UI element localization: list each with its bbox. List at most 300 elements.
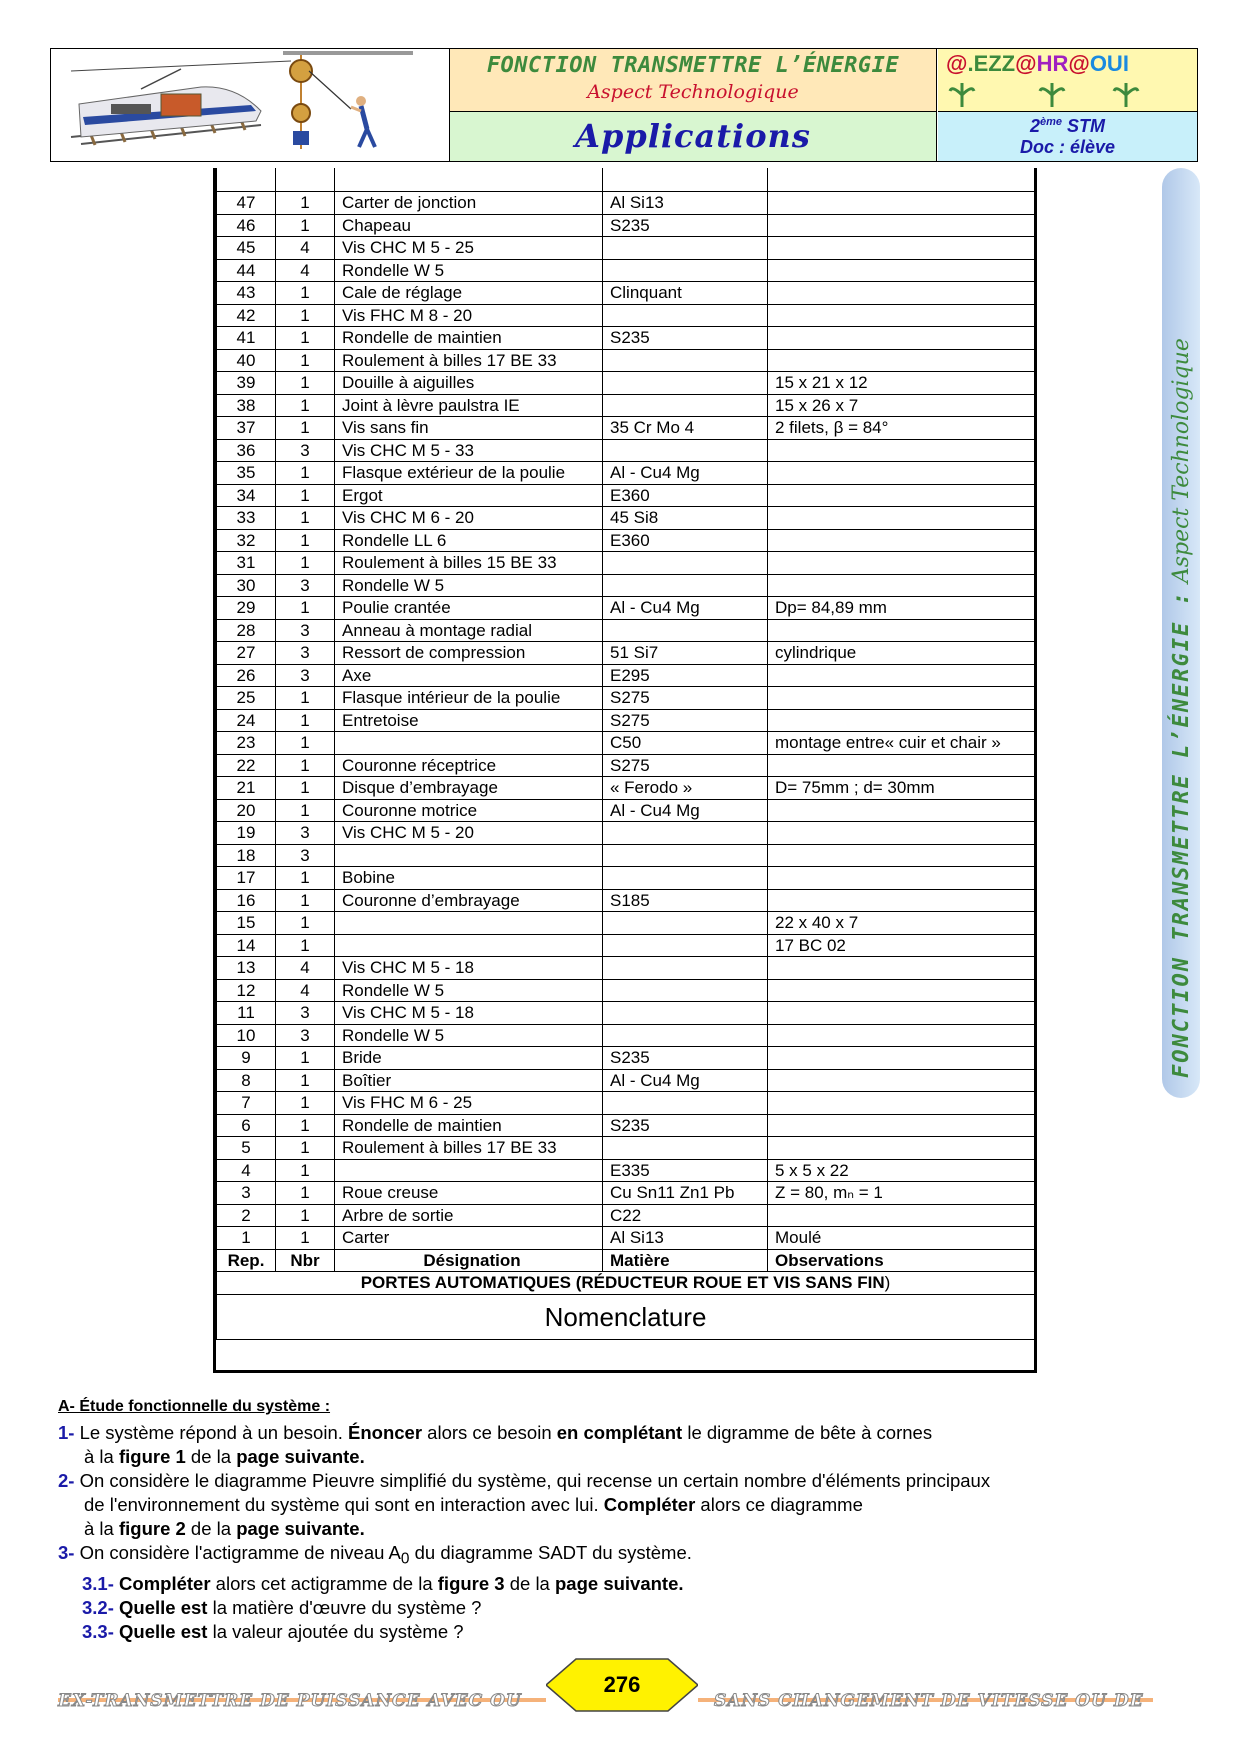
cell-rep: 1 bbox=[217, 1227, 276, 1250]
table-row bbox=[217, 1047, 1035, 1070]
cell-nbr: 1 bbox=[276, 889, 335, 912]
question-text: figure 2 bbox=[118, 1518, 186, 1539]
level-num: 2 bbox=[1029, 116, 1040, 136]
cell-matiere: S235 bbox=[603, 1047, 768, 1070]
cell-designation: Vis CHC M 6 - 20 bbox=[335, 507, 603, 530]
cell-designation: Couronne motrice bbox=[335, 799, 603, 822]
cell-rep: 36 bbox=[217, 439, 276, 462]
cell-matiere bbox=[603, 867, 768, 890]
nomenclature-frame bbox=[213, 168, 1037, 1373]
brand-part: @ bbox=[1015, 51, 1037, 76]
cell-designation: Vis CHC M 5 - 33 bbox=[335, 439, 603, 462]
cell-designation: Anneau à montage radial bbox=[335, 619, 603, 642]
table-row bbox=[217, 822, 1035, 845]
cell-rep: 16 bbox=[217, 889, 276, 912]
brand-logo bbox=[938, 49, 1197, 112]
cell-nbr: 1 bbox=[276, 754, 335, 777]
cell-nbr: 1 bbox=[276, 327, 335, 350]
cell-rep: 13 bbox=[217, 957, 276, 980]
cell-matiere bbox=[603, 912, 768, 935]
table-row bbox=[217, 237, 1035, 260]
question-text: Compléter bbox=[113, 1572, 211, 1594]
page-header bbox=[50, 48, 1198, 162]
table-header-cell: Rep. bbox=[217, 1249, 276, 1272]
table-row bbox=[217, 597, 1035, 620]
cell-designation bbox=[335, 844, 603, 867]
table-row bbox=[217, 1204, 1035, 1227]
cell-observations bbox=[768, 552, 1035, 575]
question-text: figure 1 bbox=[118, 1446, 186, 1467]
table-row bbox=[217, 1069, 1035, 1092]
table-row bbox=[217, 282, 1035, 305]
cell-matiere: Al - Cu4 Mg bbox=[603, 597, 768, 620]
cell-rep: 28 bbox=[217, 619, 276, 642]
cell-rep: 22 bbox=[217, 754, 276, 777]
cell-nbr: 3 bbox=[276, 664, 335, 687]
cell-nbr: 1 bbox=[276, 1137, 335, 1160]
cell-observations bbox=[768, 327, 1035, 350]
cell-observations bbox=[768, 709, 1035, 732]
cell-observations: 15 x 21 x 12 bbox=[768, 372, 1035, 395]
cell-designation: Ergot bbox=[335, 484, 603, 507]
cell-nbr: 3 bbox=[276, 844, 335, 867]
nomenclature-table bbox=[216, 168, 1035, 1340]
question-2 bbox=[58, 1469, 1158, 1493]
cell-matiere: S185 bbox=[603, 889, 768, 912]
table-header-cell: Nbr bbox=[276, 1249, 335, 1272]
question-text: du diagramme SADT du système. bbox=[409, 1542, 692, 1563]
question-2-cont bbox=[58, 1517, 1158, 1541]
cell-designation: Chapeau bbox=[335, 214, 603, 237]
table-row bbox=[217, 574, 1035, 597]
cell-rep: 37 bbox=[217, 417, 276, 440]
table-title-row bbox=[217, 1294, 1035, 1339]
cell-nbr: 1 bbox=[276, 799, 335, 822]
cell-designation: Boîtier bbox=[335, 1069, 603, 1092]
cell-matiere: E335 bbox=[603, 1159, 768, 1182]
cell-designation: Axe bbox=[335, 664, 603, 687]
cell-designation: Rondelle W 5 bbox=[335, 259, 603, 282]
table-row bbox=[217, 1137, 1035, 1160]
level-sup: ème bbox=[1039, 116, 1063, 128]
table-row bbox=[217, 552, 1035, 575]
cell-matiere bbox=[603, 979, 768, 1002]
cell-matiere bbox=[603, 934, 768, 957]
cell-designation: Rondelle W 5 bbox=[335, 1024, 603, 1047]
header-section: Applications bbox=[575, 117, 811, 155]
cell-designation bbox=[335, 732, 603, 755]
cell-observations: 5 x 5 x 22 bbox=[768, 1159, 1035, 1182]
cell-matiere bbox=[603, 372, 768, 395]
table-row bbox=[217, 304, 1035, 327]
cell-nbr: 1 bbox=[276, 777, 335, 800]
cell-rep: 24 bbox=[217, 709, 276, 732]
cell-matiere: S235 bbox=[603, 1114, 768, 1137]
cell-matiere bbox=[603, 957, 768, 980]
cell-observations bbox=[768, 979, 1035, 1002]
question-number: 3.2- bbox=[82, 1596, 114, 1618]
cell-rep: 31 bbox=[217, 552, 276, 575]
cell-designation: Carter de jonction bbox=[335, 192, 603, 215]
header-subtitle: Aspect Technologique bbox=[587, 81, 799, 103]
cell-observations bbox=[768, 237, 1035, 260]
cell-designation: Douille à aiguilles bbox=[335, 372, 603, 395]
table-row bbox=[217, 979, 1035, 1002]
cell-designation: Disque d’embrayage bbox=[335, 777, 603, 800]
caption-part: RÉDUCTEUR ROUE ET VIS SANS FIN bbox=[581, 1273, 885, 1292]
cell-observations bbox=[768, 687, 1035, 710]
cell-designation: Entretoise bbox=[335, 709, 603, 732]
table-row bbox=[217, 642, 1035, 665]
cell-nbr: 4 bbox=[276, 979, 335, 1002]
table-row-blank bbox=[217, 168, 1035, 192]
cell-matiere: S235 bbox=[603, 214, 768, 237]
cell-rep: 15 bbox=[217, 912, 276, 935]
cell-nbr: 1 bbox=[276, 394, 335, 417]
table-row bbox=[217, 754, 1035, 777]
table-row bbox=[217, 439, 1035, 462]
cell-matiere bbox=[603, 844, 768, 867]
cell-rep: 18 bbox=[217, 844, 276, 867]
cell-rep: 32 bbox=[217, 529, 276, 552]
table-row bbox=[217, 259, 1035, 282]
cell-observations: 2 filets, β = 84° bbox=[768, 417, 1035, 440]
cell-designation: Rondelle de maintien bbox=[335, 1114, 603, 1137]
table-row bbox=[217, 1002, 1035, 1025]
cell-designation bbox=[335, 912, 603, 935]
table-row bbox=[217, 777, 1035, 800]
brand-part: @ bbox=[1068, 51, 1090, 76]
cell-observations bbox=[768, 439, 1035, 462]
cell-observations bbox=[768, 619, 1035, 642]
cell-matiere: Cu Sn11 Zn1 Pb bbox=[603, 1182, 768, 1205]
cell-designation: Bride bbox=[335, 1047, 603, 1070]
table-row bbox=[217, 799, 1035, 822]
cell-nbr: 3 bbox=[276, 574, 335, 597]
header-title: FONCTION TRANSMETTRE L’ÉNERGIE bbox=[486, 53, 900, 78]
table-row bbox=[217, 1159, 1035, 1182]
brand-part: OUI bbox=[1089, 51, 1129, 76]
side-banner-part1: FONCTION TRANSMETTRE L’ÉNERGIE : bbox=[1169, 590, 1194, 1078]
cell-rep: 2 bbox=[217, 1204, 276, 1227]
cell-rep: 7 bbox=[217, 1092, 276, 1115]
cell-rep: 30 bbox=[217, 574, 276, 597]
cell-matiere: C50 bbox=[603, 732, 768, 755]
table-row bbox=[217, 484, 1035, 507]
cell-matiere: « Ferodo » bbox=[603, 777, 768, 800]
table-row bbox=[217, 462, 1035, 485]
cell-nbr: 1 bbox=[276, 304, 335, 327]
cell-observations: 22 x 40 x 7 bbox=[768, 912, 1035, 935]
cell-matiere bbox=[603, 394, 768, 417]
cell-nbr: 1 bbox=[276, 507, 335, 530]
cell-matiere: Clinquant bbox=[603, 282, 768, 305]
footer-left-text: EX-TRANSMETTRE DE PUISSANCE AVEC OU bbox=[58, 1691, 522, 1711]
cell-observations bbox=[768, 1024, 1035, 1047]
cell-rep: 47 bbox=[217, 192, 276, 215]
cell-nbr: 4 bbox=[276, 957, 335, 980]
cell-rep: 12 bbox=[217, 979, 276, 1002]
question-text: Quelle est bbox=[113, 1596, 208, 1618]
cell-designation: Vis sans fin bbox=[335, 417, 603, 440]
table-cell bbox=[335, 168, 603, 192]
cell-observations bbox=[768, 799, 1035, 822]
cell-rep: 10 bbox=[217, 1024, 276, 1047]
table-row bbox=[217, 934, 1035, 957]
table-row bbox=[217, 327, 1035, 350]
cell-rep: 23 bbox=[217, 732, 276, 755]
cell-observations bbox=[768, 282, 1035, 305]
table-header-row bbox=[217, 1249, 1035, 1272]
cell-nbr: 1 bbox=[276, 912, 335, 935]
cell-matiere: Al - Cu4 Mg bbox=[603, 799, 768, 822]
cell-observations bbox=[768, 259, 1035, 282]
cell-nbr: 1 bbox=[276, 214, 335, 237]
cell-designation: Vis CHC M 5 - 20 bbox=[335, 822, 603, 845]
question-text: 0 bbox=[400, 1550, 410, 1568]
cell-rep: 33 bbox=[217, 507, 276, 530]
question-text: alors ce besoin bbox=[422, 1422, 557, 1443]
cell-observations: Moulé bbox=[768, 1227, 1035, 1250]
cell-rep: 5 bbox=[217, 1137, 276, 1160]
cell-nbr: 1 bbox=[276, 867, 335, 890]
cell-matiere: Al Si13 bbox=[603, 1227, 768, 1250]
cell-observations bbox=[768, 529, 1035, 552]
cell-matiere: 51 Si7 bbox=[603, 642, 768, 665]
table-row bbox=[217, 619, 1035, 642]
cell-matiere: E295 bbox=[603, 664, 768, 687]
cell-rep: 11 bbox=[217, 1002, 276, 1025]
cell-matiere: 35 Cr Mo 4 bbox=[603, 417, 768, 440]
cell-observations bbox=[768, 1047, 1035, 1070]
cell-matiere bbox=[603, 552, 768, 575]
question-text: page suivante. bbox=[236, 1446, 365, 1467]
doc-type: Doc : élève bbox=[1019, 137, 1116, 157]
cell-nbr: 1 bbox=[276, 1114, 335, 1137]
question-text: le digramme de bête à cornes bbox=[682, 1422, 933, 1443]
brand-text bbox=[946, 51, 1129, 77]
cell-nbr: 1 bbox=[276, 687, 335, 710]
cell-matiere: Al - Cu4 Mg bbox=[603, 462, 768, 485]
cell-rep: 25 bbox=[217, 687, 276, 710]
table-row bbox=[217, 664, 1035, 687]
cell-designation: Roulement à billes 17 BE 33 bbox=[335, 1137, 603, 1160]
cell-nbr: 1 bbox=[276, 552, 335, 575]
brand-part: @ bbox=[946, 51, 968, 76]
question-text: figure 3 bbox=[437, 1572, 505, 1594]
cell-matiere bbox=[603, 1137, 768, 1160]
cell-nbr: 1 bbox=[276, 1159, 335, 1182]
question-3 bbox=[58, 1541, 1158, 1572]
cell-designation: Carter bbox=[335, 1227, 603, 1250]
cell-matiere bbox=[603, 822, 768, 845]
cell-observations: D= 75mm ; d= 30mm bbox=[768, 777, 1035, 800]
cell-rep: 45 bbox=[217, 237, 276, 260]
cell-nbr: 3 bbox=[276, 439, 335, 462]
cell-matiere bbox=[603, 439, 768, 462]
cell-designation: Rondelle W 5 bbox=[335, 574, 603, 597]
question-text: Le système répond à un besoin. bbox=[74, 1422, 349, 1443]
cell-observations bbox=[768, 822, 1035, 845]
cell-rep: 46 bbox=[217, 214, 276, 237]
cell-matiere: S275 bbox=[603, 709, 768, 732]
table-header-cell: Observations bbox=[768, 1249, 1035, 1272]
cell-rep: 20 bbox=[217, 799, 276, 822]
cell-rep: 29 bbox=[217, 597, 276, 620]
cell-observations: 15 x 26 x 7 bbox=[768, 394, 1035, 417]
cell-nbr: 1 bbox=[276, 709, 335, 732]
table-row bbox=[217, 214, 1035, 237]
page-number-badge bbox=[546, 1657, 698, 1713]
table-cell bbox=[768, 168, 1035, 192]
cell-rep: 6 bbox=[217, 1114, 276, 1137]
cell-observations bbox=[768, 1002, 1035, 1025]
cell-nbr: 1 bbox=[276, 1227, 335, 1250]
cell-nbr: 1 bbox=[276, 462, 335, 485]
cell-observations: 17 BC 02 bbox=[768, 934, 1035, 957]
question-text: la matière d'œuvre du système ? bbox=[207, 1596, 482, 1618]
question-2-cont bbox=[58, 1493, 1158, 1517]
table-row bbox=[217, 372, 1035, 395]
table-row bbox=[217, 349, 1035, 372]
question-text: à la bbox=[84, 1446, 119, 1467]
question-text: de la bbox=[504, 1572, 555, 1594]
table-row bbox=[217, 844, 1035, 867]
cell-matiere bbox=[603, 304, 768, 327]
question-1 bbox=[58, 1421, 1158, 1445]
cell-rep: 8 bbox=[217, 1069, 276, 1092]
cell-designation: Rondelle de maintien bbox=[335, 327, 603, 350]
cell-designation: Couronne réceptrice bbox=[335, 754, 603, 777]
cell-matiere: S275 bbox=[603, 687, 768, 710]
cell-nbr: 1 bbox=[276, 1092, 335, 1115]
flowers-icon bbox=[948, 75, 1188, 109]
cell-designation: Bobine bbox=[335, 867, 603, 890]
cell-observations: Z = 80, mₙ = 1 bbox=[768, 1182, 1035, 1205]
cell-rep: 26 bbox=[217, 664, 276, 687]
table-row bbox=[217, 889, 1035, 912]
table-row bbox=[217, 417, 1035, 440]
table-row bbox=[217, 1114, 1035, 1137]
cell-designation: Flasque extérieur de la poulie bbox=[335, 462, 603, 485]
cell-rep: 43 bbox=[217, 282, 276, 305]
cell-rep: 41 bbox=[217, 327, 276, 350]
table-row bbox=[217, 912, 1035, 935]
cell-observations bbox=[768, 867, 1035, 890]
caption-part: PORTES AUTOMATIQUES ( bbox=[360, 1273, 582, 1292]
cell-matiere bbox=[603, 1024, 768, 1047]
question-3-2 bbox=[58, 1596, 1158, 1620]
cell-nbr: 1 bbox=[276, 282, 335, 305]
cell-matiere: Al - Cu4 Mg bbox=[603, 1069, 768, 1092]
question-text: de l'environnement du système qui sont en interaction avec lui. bbox=[84, 1494, 604, 1515]
question-number: 3.3- bbox=[82, 1620, 114, 1642]
caption-part: ) bbox=[884, 1273, 891, 1292]
cell-rep: 27 bbox=[217, 642, 276, 665]
questions-section bbox=[58, 1395, 1158, 1644]
question-text: à la bbox=[84, 1518, 119, 1539]
cell-rep: 3 bbox=[217, 1182, 276, 1205]
cell-rep: 17 bbox=[217, 867, 276, 890]
cell-observations bbox=[768, 664, 1035, 687]
cell-designation: Poulie crantée bbox=[335, 597, 603, 620]
question-number: 1- bbox=[58, 1422, 75, 1443]
cell-rep: 34 bbox=[217, 484, 276, 507]
question-text: On considère le diagramme Pieuvre simplifié du système, qui recense un certain nombre d'éléments principaux bbox=[74, 1470, 991, 1491]
cell-rep: 21 bbox=[217, 777, 276, 800]
cell-matiere bbox=[603, 619, 768, 642]
cell-matiere bbox=[603, 574, 768, 597]
table-row bbox=[217, 1024, 1035, 1047]
cell-observations: montage entre« cuir et chair » bbox=[768, 732, 1035, 755]
question-text: On considère l'actigramme de niveau A bbox=[74, 1542, 401, 1563]
cell-nbr: 4 bbox=[276, 237, 335, 260]
table-row bbox=[217, 732, 1035, 755]
cell-observations bbox=[768, 484, 1035, 507]
cell-designation bbox=[335, 934, 603, 957]
level-box bbox=[938, 112, 1197, 161]
question-text: de la bbox=[185, 1446, 237, 1467]
cell-rep: 35 bbox=[217, 462, 276, 485]
cell-matiere: S275 bbox=[603, 754, 768, 777]
cell-observations bbox=[768, 1092, 1035, 1115]
table-header-cell: Matière bbox=[603, 1249, 768, 1272]
cell-nbr: 3 bbox=[276, 1024, 335, 1047]
cell-observations bbox=[768, 1137, 1035, 1160]
question-text: alors ce diagramme bbox=[695, 1494, 863, 1515]
cell-matiere: E360 bbox=[603, 484, 768, 507]
cell-designation: Roulement à billes 17 BE 33 bbox=[335, 349, 603, 372]
level-class: STM bbox=[1062, 116, 1106, 136]
question-number: 3- bbox=[58, 1542, 75, 1563]
cell-designation: Vis FHC M 6 - 25 bbox=[335, 1092, 603, 1115]
cell-observations bbox=[768, 844, 1035, 867]
cell-observations bbox=[768, 192, 1035, 215]
cell-designation: Roulement à billes 15 BE 33 bbox=[335, 552, 603, 575]
cell-rep: 9 bbox=[217, 1047, 276, 1070]
table-row bbox=[217, 867, 1035, 890]
cell-matiere bbox=[603, 1002, 768, 1025]
cell-designation: Ressort de compression bbox=[335, 642, 603, 665]
cell-matiere bbox=[603, 259, 768, 282]
cell-nbr: 3 bbox=[276, 1002, 335, 1025]
cell-nbr: 1 bbox=[276, 1069, 335, 1092]
cell-matiere: Al Si13 bbox=[603, 192, 768, 215]
cell-designation: Rondelle LL 6 bbox=[335, 529, 603, 552]
header-title-box bbox=[450, 49, 937, 112]
table-row bbox=[217, 709, 1035, 732]
cell-matiere: E360 bbox=[603, 529, 768, 552]
question-number: 3.1- bbox=[82, 1572, 114, 1594]
cell-designation: Vis CHC M 5 - 25 bbox=[335, 237, 603, 260]
cell-observations bbox=[768, 507, 1035, 530]
table-cell bbox=[276, 168, 335, 192]
cell-matiere: S235 bbox=[603, 327, 768, 350]
cell-designation bbox=[335, 1159, 603, 1182]
table-row bbox=[217, 529, 1035, 552]
header-section-box bbox=[450, 112, 937, 161]
table-row bbox=[217, 957, 1035, 980]
cell-nbr: 1 bbox=[276, 192, 335, 215]
cell-nbr: 1 bbox=[276, 1204, 335, 1227]
cell-designation: Cale de réglage bbox=[335, 282, 603, 305]
cell-nbr: 1 bbox=[276, 934, 335, 957]
question-text: Quelle est bbox=[113, 1620, 208, 1642]
cell-observations bbox=[768, 1114, 1035, 1137]
cell-observations bbox=[768, 889, 1035, 912]
cell-matiere: 45 Si8 bbox=[603, 507, 768, 530]
table-caption-row bbox=[217, 1272, 1035, 1295]
